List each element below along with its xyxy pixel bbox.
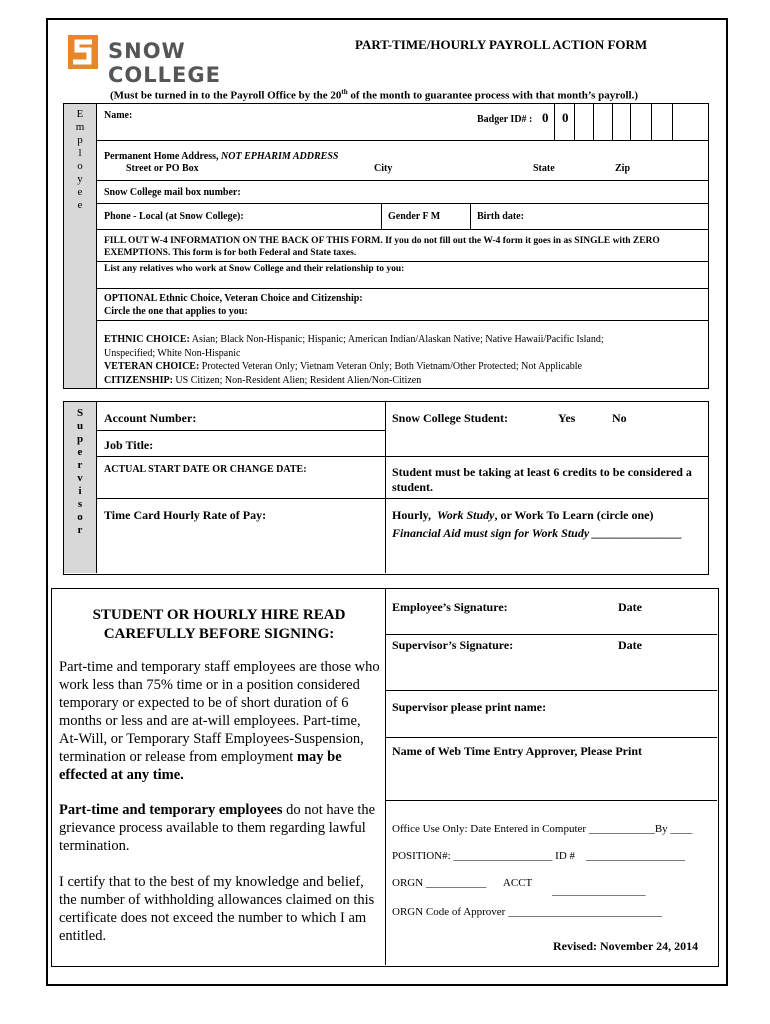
start-date-label: ACTUAL START DATE OR CHANGE DATE: bbox=[104, 464, 307, 475]
street-label: Street or PO Box bbox=[126, 163, 199, 174]
badger-id-label: Badger ID# : bbox=[477, 114, 533, 125]
submission-note: (Must be turned in to the Payroll Office by the 20th of the month to guarantee process with that month’s payroll.) bbox=[110, 88, 638, 102]
office-use-line: Office Use Only: Date Entered in Computer ____________By ____ bbox=[392, 823, 693, 835]
address-label: Permanent Home Address, NOT EPHARIM ADDRESS bbox=[104, 151, 339, 162]
relatives-label: List any relatives who work at Snow College and their relationship to you: bbox=[104, 264, 405, 274]
revised-date: Revised: November 24, 2014 bbox=[553, 939, 699, 953]
credits-note: Student must be taking at least 6 credits to be considered a student. bbox=[392, 465, 692, 494]
read-carefully-heading: STUDENT OR HOURLY HIRE READ CAREFULLY BEFORE SIGNING: bbox=[92, 607, 346, 642]
logo-s-icon bbox=[68, 35, 98, 69]
job-title-label: Job Title: bbox=[104, 438, 154, 452]
employee-date-label: Date bbox=[618, 600, 642, 614]
form-title: PART-TIME/HOURLY PAYROLL ACTION FORM bbox=[355, 37, 648, 52]
financial-aid-note: Financial Aid must sign for Work Study _______________ bbox=[392, 526, 683, 540]
ethnic-choice: ETHNIC CHOICE: Asian; Black Non-Hispanic; Hispanic; American Indian/Alaskan Native; Native Hawaii/Pacific Island; Unspecified; White Non-Hispanic VETERAN CHOICE: Protected Veteran Only; Vietnam Veteran Only; Both Vietnam/Other Protected; Not Applicable CITIZENSHIP: US Citizen; Non-Resident Alien; Resident Alien/Non-Citizen bbox=[104, 334, 604, 386]
orgn-approver-line: ORGN Code of Approver ____________________________ bbox=[392, 906, 663, 918]
supervisor-date-label: Date bbox=[618, 638, 642, 652]
w4-instructions: FILL OUT W-4 INFORMATION ON THE BACK OF THIS FORM. If you do not fill out the W-4 form it goes in as SINGLE with ZERO EXEMPTIONS. This form is for both Federal and State taxes. bbox=[104, 236, 660, 258]
gender-label: Gender F M bbox=[388, 211, 441, 222]
employee-side-label: E m p l o y e e bbox=[75, 108, 85, 211]
snow-college-logo bbox=[68, 35, 290, 87]
birth-date-label: Birth date: bbox=[477, 211, 524, 222]
mailbox-label: Snow College mail box number: bbox=[104, 187, 241, 198]
phone-label: Phone - Local (at Snow College): bbox=[104, 211, 244, 222]
supervisor-signature-label: Supervisor’s Signature: bbox=[392, 638, 514, 652]
web-time-approver-label: Name of Web Time Entry Approver, Please Print bbox=[392, 744, 642, 758]
zip-label: Zip bbox=[615, 163, 631, 174]
acct-blank: _________________ bbox=[552, 885, 646, 897]
grievance-note: Part-time and temporary employees do not have the grievance process available to them regarding lawful termination. bbox=[59, 802, 376, 854]
position-id-line: POSITION#: __________________ ID # __________________ bbox=[392, 850, 686, 862]
badger-id-digit-2[interactable]: 0 bbox=[562, 110, 569, 125]
hourly-rate-label: Time Card Hourly Rate of Pay: bbox=[104, 508, 267, 522]
student-yes-option[interactable]: Yes bbox=[558, 411, 576, 425]
orgn-line: ORGN ___________ ACCT bbox=[392, 877, 533, 889]
badger-id-digit-1[interactable]: 0 bbox=[542, 110, 549, 125]
part-time-definition: Part-time and temporary staff employees are those who work less than 75% time or in a position considered temporary or expected to be of short duration of 6 months or less and are at-will employees. Part-time, At-Will, or Temporary Staff Employees-Suspension, termination or release from employment may be effected at any time. bbox=[59, 659, 380, 783]
optional-heading-1: OPTIONAL Ethnic Choice, Veteran Choice and Citizenship: bbox=[104, 293, 363, 304]
withholding-certification: I certify that to the best of my knowledge and belief, the number of withholding allowances claimed on this certificate does not exceed the number to which I am entitled. bbox=[59, 874, 375, 944]
name-label: Name: bbox=[104, 110, 133, 121]
employee-signature-label: Employee’s Signature: bbox=[392, 600, 508, 614]
student-label: Snow College Student: bbox=[392, 411, 509, 425]
state-label: State bbox=[533, 163, 555, 174]
optional-heading-2: Circle the one that applies to you: bbox=[104, 306, 248, 317]
city-label: City bbox=[374, 163, 393, 174]
supervisor-print-name-label: Supervisor please print name: bbox=[392, 700, 547, 714]
account-number-label: Account Number: bbox=[104, 411, 197, 425]
student-no-option[interactable]: No bbox=[612, 411, 627, 425]
pay-type-options[interactable]: Hourly, Work Study, or Work To Learn (circle one) bbox=[392, 508, 654, 522]
logo-text: SNOW COLLEGE bbox=[108, 39, 221, 87]
supervisor-side-label: S u p e r v i s o r bbox=[76, 407, 84, 536]
